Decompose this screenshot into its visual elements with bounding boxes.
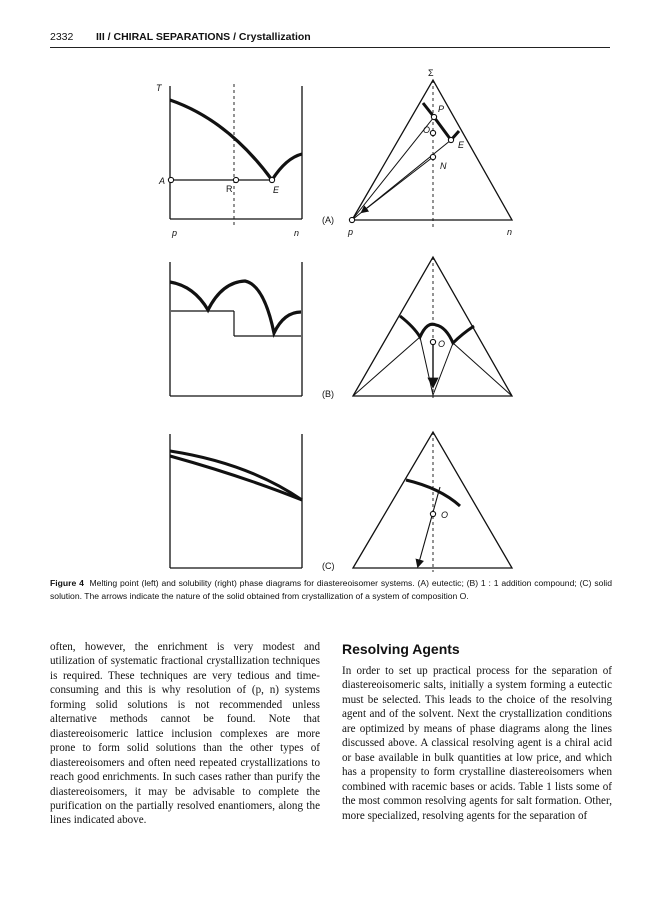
label-sigma: Σ [428, 68, 434, 78]
liquidus-curve-n [272, 154, 302, 180]
label-p: p [172, 228, 178, 238]
liquidus-curve-p [170, 100, 272, 180]
right-paragraph: In order to set up practical process for the separation of diastereoisomeric salts, initially a system forming a eutectic must be selected. This leads to the choice of the resolving agent and of the solvent. Next the crystallization conditions are optimized by means of phase diagrams along the lines discussed above. A classical resolving agent is a chiral acid or base available in bulk quantities at low price, and which has a propensity to form crystalline diastereoisomers when combined with racemic bases or acids. Table 1 lists some of the most common resolving agents for salt formation. Other, more specialized, resolving agents for the separation of [342, 665, 612, 822]
panel-label-c: (C) [322, 561, 335, 571]
label-n: n [507, 227, 513, 237]
label-point-p: P [438, 104, 445, 114]
vertex-p-marker [349, 217, 354, 222]
panel-label-b: (B) [322, 389, 334, 399]
tie-line-n [453, 343, 512, 396]
tie-line-left [420, 337, 433, 395]
left-paragraph: often, however, the enrichment is very modest and utilization of systematic fractional crystallization techniques is required. These techniques are very tedious and time-consuming and this is why resolution of (p, n) systems forming solid solutions is not recommended unless alternative methods cannot be found. Note that diastereoisomeric lattice inclusion complexes are more prone to form solid solutions than the other types of diastereoisomers and often need repeated crystallizations to reach good enrichments. In such cases rather than purify the diastereoisomers, it may be advisable to complete the purification on the partially resolved enantiomers, along the lines indicated above. [50, 641, 320, 827]
panel-b-solubility-diagram [353, 257, 512, 400]
triangle [352, 80, 512, 220]
panel-b-melting-diagram [170, 262, 302, 396]
panel-c-solubility-diagram [353, 432, 512, 572]
running-title: III / CHIRAL SEPARATIONS / Crystallization [96, 31, 311, 43]
point-n [430, 154, 435, 159]
panel-a-solubility-diagram [347, 68, 512, 237]
solidus-curve [170, 456, 302, 500]
point-p [431, 114, 436, 119]
liquidus-curve [170, 281, 301, 333]
point-e [448, 137, 453, 142]
point-o [430, 339, 435, 344]
point-o [430, 511, 435, 516]
point-o [430, 130, 435, 135]
label-r: R [226, 184, 233, 194]
label-point-e: E [458, 140, 465, 150]
page-number: 2332 [50, 31, 74, 43]
label-a: A [159, 176, 166, 186]
panel-a-melting-diagram [156, 83, 302, 238]
figure-caption [50, 577, 612, 602]
panel-label-a: (A) [322, 215, 334, 225]
label-point-n: N [440, 161, 447, 171]
label-point-o: O [441, 510, 449, 520]
figure-caption-text: Melting point (left) and solubility (right) phase diagrams for diastereoisomer systems. (A) eutectic; (B) 1 : 1 addition compound; (C) solid solution. The arrows indicate the nature of the solid obtained from crystallization of a system of composition O. [50, 578, 612, 601]
label-point-o: O [438, 339, 446, 349]
label-point-o: O [423, 125, 431, 135]
figure-label: Figure 4 [50, 578, 84, 588]
label-e: E [273, 185, 280, 195]
tie-line-p [352, 117, 434, 220]
tie-line-p [353, 337, 420, 396]
point-e [269, 177, 274, 182]
label-p: p [348, 227, 354, 237]
point-r [233, 177, 238, 182]
label-n: n [294, 228, 300, 238]
right-column [342, 664, 612, 823]
label-t: T [156, 83, 162, 93]
crystallization-arrow [418, 487, 440, 566]
solubility-curve [400, 316, 474, 343]
section-heading: Resolving Agents [342, 641, 460, 657]
left-column [50, 640, 320, 828]
point-a [168, 177, 173, 182]
triangle [353, 432, 512, 568]
panel-c-melting-diagram [170, 434, 302, 568]
tie-line-right [433, 343, 453, 395]
